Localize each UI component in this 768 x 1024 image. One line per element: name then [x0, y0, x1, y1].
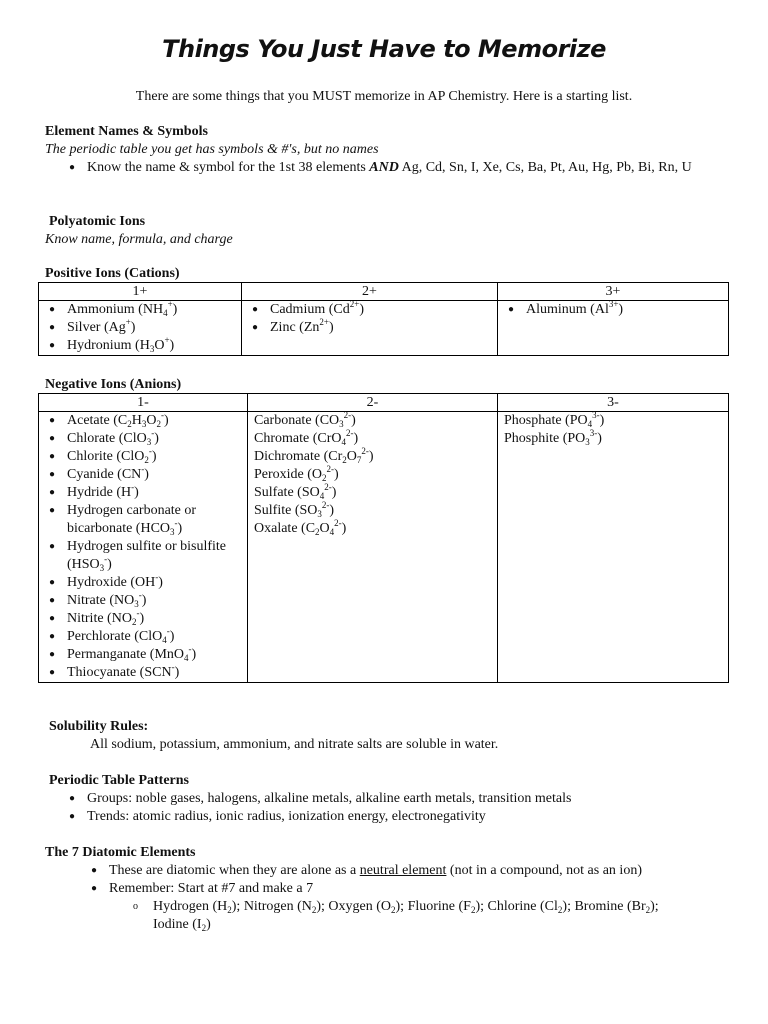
list-item: ● Hydronium $(H_3O^+)$	[45, 337, 235, 355]
column-header: 3+	[498, 283, 729, 301]
anions-heading: Negative Ions (Anions)	[45, 377, 182, 392]
diatomic-section	[45, 844, 745, 934]
anions-table	[38, 393, 729, 683]
element-names-subheading: The periodic table you get has symbols & #'s, but no names	[45, 142, 379, 157]
list-item: Peroxide $(O_2^{2-})$	[254, 464, 339, 483]
list-item: ● Cyanide (CN-)	[45, 466, 241, 484]
list-item: ● Know the name & symbol for the 1st 38 elements AND Ag, Cd, Sn, I, Xe, Cs, Ba, Pt, Au, Hg, Pb, Bi, Rn, U	[65, 159, 715, 177]
list-item: ● Hydroxide (OH-)	[45, 574, 241, 592]
element-names-section	[45, 123, 735, 177]
patterns-section	[49, 772, 739, 826]
list-item: ● Permanganate (MnO$_4$-)	[45, 646, 241, 664]
page-title: Things You Just Have to Memorize	[162, 35, 606, 63]
list-item: ● Silver (Ag+)	[45, 319, 235, 337]
list-item: ● Hydrogen sulfite or bisulfite $(HSO_3^-)$	[45, 538, 241, 574]
list-item: ● Nitrate $(NO_3^-)$	[45, 592, 241, 610]
list-item: Chromate (CrO$_4^{2-}$)	[254, 428, 359, 447]
patterns-heading: Periodic Table Patterns	[49, 773, 189, 788]
polyatomic-section	[45, 213, 233, 249]
list-item: ● Zinc $(Zn^{2+})$	[248, 319, 491, 337]
list-item: ● Hydrogen carbonate or bicarbonate $(HCO_3^-)$	[45, 502, 241, 538]
list-item: ● Aluminum $(Al^{3+})$	[504, 301, 722, 319]
list-item: Sulfate $(SO_4^{2-})$	[254, 482, 337, 501]
list-item: ● Chlorite (ClO$_2$-)	[45, 448, 241, 466]
solubility-heading: Solubility Rules:	[49, 719, 149, 734]
column-header: 1-	[39, 394, 248, 412]
column-header: 1+	[39, 283, 242, 301]
list-item: Phosphate $(PO_4^{3-})$	[504, 410, 605, 429]
list-item: Carbonate $(CO_3^{2-})$	[254, 410, 356, 429]
list-item: ● Thiocyanate (SCN-)	[45, 664, 241, 682]
list-item: Dichromate $(Cr_2O_7^{2-})$	[254, 446, 374, 465]
list-item: ● Chlorate (ClO$_3$-)	[45, 430, 241, 448]
list-item: ● Cadmium $(Cd^{2+})$	[248, 301, 491, 319]
intro-text: There are some things that you MUST memorize in AP Chemistry. Here is a starting list.	[135, 89, 633, 104]
solubility-section	[49, 718, 739, 754]
list-item: ● Groups: noble gases, halogens, alkaline metals, alkaline earth metals, transition metals	[65, 790, 739, 808]
list-item: Phosphite $(PO_3^{3-})$	[504, 428, 602, 447]
list-item: ● These are diatomic when they are alone as a neutral element (not in a compound, not as an ion)	[87, 862, 745, 880]
column-header: 2-	[248, 394, 498, 412]
list-item: Oxalate $(C_2O_4^{2-})$	[254, 518, 347, 537]
list-item: ● Nitrite $(NO_2^-)$	[45, 610, 241, 628]
cations-table	[38, 282, 729, 356]
solubility-text: All sodium, potassium, ammonium, and nitrate salts are soluble in water.	[90, 737, 499, 752]
list-item: ● Trends: atomic radius, ionic radius, ionization energy, electronegativity	[65, 808, 739, 826]
list-item: ● Ammonium $(NH_4^+)$	[45, 301, 235, 319]
list-item: Sulfite $(SO_3^{2-})$	[254, 500, 335, 519]
cations-heading: Positive Ions (Cations)	[45, 266, 180, 281]
list-item: ● Hydride (H-)	[45, 484, 241, 502]
list-item: ● Remember: Start at #7 and make a 7 o Hydrogen $(H_2)$; Nitrogen $(N_2)$; Oxygen $(O_2)$; Fluorine $(F_2)$; Chlorine $(Cl_2)$; Bromine $(Br_2)$; Iodine $(I_2)$	[87, 880, 745, 934]
polyatomic-subheading: Know name, formula, and charge	[45, 232, 233, 247]
element-names-heading: Element Names & Symbols	[45, 124, 208, 139]
list-item: ● Acetate $(C_2H_3O_2^-)$	[45, 412, 241, 430]
list-item: o Hydrogen $(H_2)$; Nitrogen $(N_2)$; Oxygen $(O_2)$; Fluorine $(F_2)$; Chlorine $(Cl_2)$; Bromine $(Br_2)$; Iodine $(I_2)$	[129, 898, 689, 934]
diatomic-heading: The 7 Diatomic Elements	[45, 845, 196, 860]
column-header: 3-	[498, 394, 729, 412]
list-item: ● Perchlorate (ClO$_4$-)	[45, 628, 241, 646]
column-header: 2+	[242, 283, 498, 301]
polyatomic-heading: Polyatomic Ions	[49, 214, 146, 229]
